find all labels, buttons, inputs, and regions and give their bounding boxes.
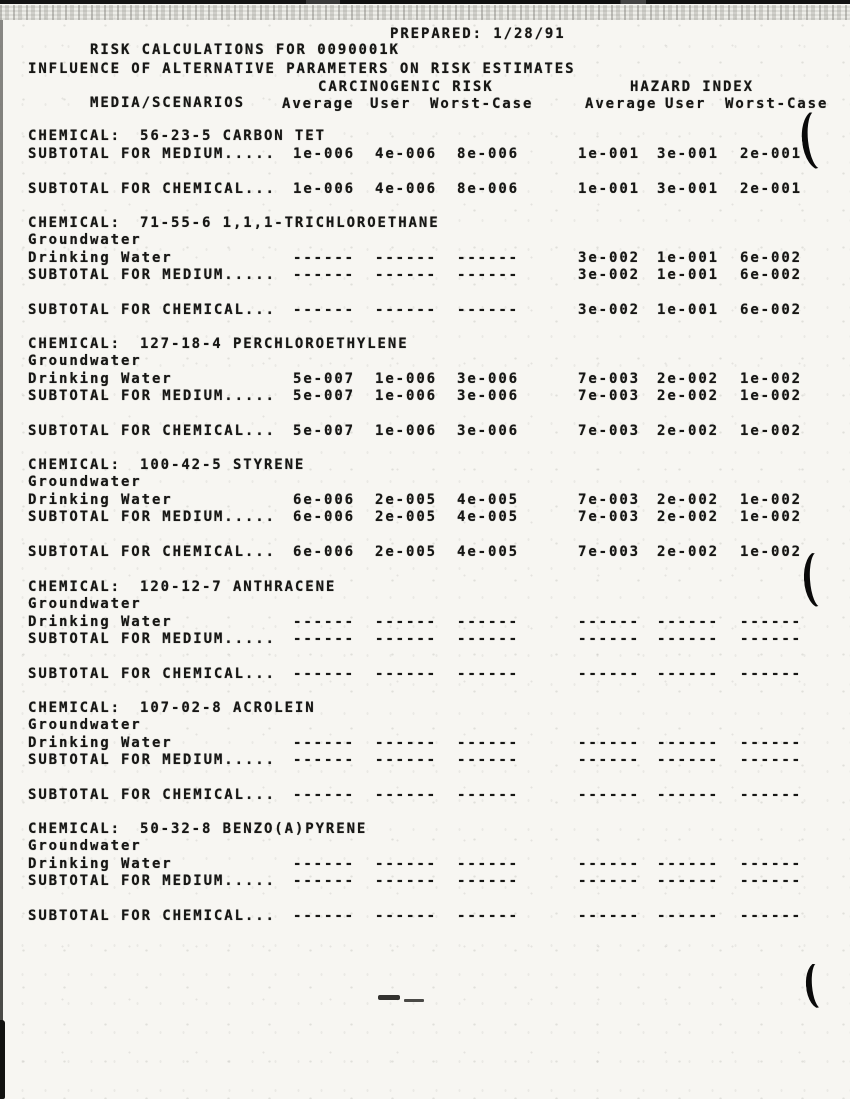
value-cell: ------ (457, 631, 519, 647)
value-cell: ------ (293, 787, 355, 803)
chemical-prefix: CHEMICAL: (28, 336, 121, 352)
value-cell: ------ (457, 752, 519, 768)
value-cell: ------ (740, 752, 802, 768)
report-title: INFLUENCE OF ALTERNATIVE PARAMETERS ON RISK ESTIMATES (28, 61, 576, 77)
value-cell: 3e-001 (657, 181, 719, 197)
value-cell: 8e-006 (457, 146, 519, 162)
column-group-media-scenarios: MEDIA/SCENARIOS (89, 95, 245, 111)
column-group-carcinogenic-risk: CARCINOGENIC RISK (318, 79, 494, 95)
value-cell: 1e-002 (740, 371, 802, 387)
chemical-header-row (28, 215, 440, 232)
value-cell: ------ (657, 631, 719, 647)
value-cell: 5e-007 (293, 388, 355, 404)
data-row (28, 873, 802, 890)
medium-row (28, 353, 142, 370)
value-cell: 4e-005 (457, 492, 519, 508)
data-row (28, 735, 802, 752)
value-cell: ------ (657, 873, 719, 889)
data-row (28, 371, 802, 388)
value-cell: ------ (375, 614, 437, 630)
chemical-name: 71-55-6 1,1,1-TRICHLOROETHANE (140, 215, 440, 231)
chemical-name: 50-32-8 BENZO(A)PYRENE (140, 821, 368, 837)
data-row (28, 544, 802, 561)
value-cell: ------ (457, 908, 519, 924)
value-cell: ------ (657, 666, 719, 682)
value-cell: ------ (657, 735, 719, 751)
row-label: SUBTOTAL FOR CHEMICAL... (28, 666, 276, 682)
medium-label: Groundwater (28, 838, 142, 854)
chemical-name: 107-02-8 ACROLEIN (140, 700, 316, 716)
value-cell: 2e-002 (657, 423, 719, 439)
scan-left-edge-artifact (0, 20, 3, 1099)
chemical-prefix: CHEMICAL: (28, 579, 121, 595)
column-group-hazard-index: HAZARD INDEX (630, 79, 754, 95)
value-cell: 7e-003 (578, 423, 640, 439)
value-cell: ------ (578, 908, 640, 924)
column-subheader-hi-average: Average (585, 96, 658, 112)
value-cell: 3e-001 (657, 146, 719, 162)
value-cell: ------ (657, 614, 719, 630)
data-row (28, 250, 802, 267)
value-cell: 1e-002 (740, 544, 802, 560)
data-row (28, 181, 802, 198)
column-subheader-cr-average: Average (282, 96, 355, 112)
value-cell: 7e-003 (578, 371, 640, 387)
chemical-prefix: CHEMICAL: (28, 700, 121, 716)
value-cell: 3e-006 (457, 371, 519, 387)
chemical-name: 100-42-5 STYRENE (140, 457, 306, 473)
value-cell: ------ (740, 873, 802, 889)
row-label: SUBTOTAL FOR MEDIUM..... (28, 631, 276, 647)
data-row (28, 856, 802, 873)
row-label: Drinking Water (28, 492, 173, 508)
data-row (28, 614, 802, 631)
value-cell: 1e-001 (657, 250, 719, 266)
value-cell: 1e-001 (657, 302, 719, 318)
row-label: SUBTOTAL FOR CHEMICAL... (28, 181, 276, 197)
value-cell: 7e-003 (578, 544, 640, 560)
value-cell: ------ (375, 250, 437, 266)
medium-row (28, 474, 142, 491)
value-cell: 2e-001 (740, 146, 802, 162)
row-label: SUBTOTAL FOR MEDIUM..... (28, 873, 276, 889)
scan-left-corner-artifact (0, 1020, 5, 1099)
chemical-header-row (28, 700, 316, 717)
medium-label: Groundwater (28, 474, 142, 490)
value-cell: ------ (457, 250, 519, 266)
value-cell: ------ (375, 787, 437, 803)
value-cell: 6e-002 (740, 250, 802, 266)
value-cell: ------ (578, 752, 640, 768)
chemical-header-row (28, 128, 326, 145)
value-cell: ------ (293, 752, 355, 768)
report-header-line (28, 26, 566, 58)
value-cell: 3e-006 (457, 423, 519, 439)
value-cell: ------ (375, 631, 437, 647)
value-cell: ------ (578, 735, 640, 751)
value-cell: ------ (293, 302, 355, 318)
value-cell: 3e-002 (578, 302, 640, 318)
row-label: SUBTOTAL FOR CHEMICAL... (28, 302, 276, 318)
value-cell: ------ (457, 267, 519, 283)
data-row (28, 752, 802, 769)
value-cell: ------ (457, 873, 519, 889)
value-cell: ------ (293, 735, 355, 751)
value-cell: 4e-005 (457, 544, 519, 560)
chemical-prefix: CHEMICAL: (28, 457, 121, 473)
medium-label: Groundwater (28, 232, 142, 248)
data-row (28, 509, 802, 526)
value-cell: 4e-006 (375, 181, 437, 197)
row-label: Drinking Water (28, 735, 173, 751)
row-label: SUBTOTAL FOR MEDIUM..... (28, 388, 276, 404)
medium-label: Groundwater (28, 353, 142, 369)
value-cell: 1e-002 (740, 388, 802, 404)
value-cell: ------ (457, 787, 519, 803)
medium-label: Groundwater (28, 717, 142, 733)
value-cell: 4e-006 (375, 146, 437, 162)
value-cell: ------ (293, 631, 355, 647)
value-cell: ------ (740, 856, 802, 872)
column-subheader-cr-user: User (370, 96, 412, 112)
row-label: SUBTOTAL FOR MEDIUM..... (28, 509, 276, 525)
value-cell: 2e-005 (375, 492, 437, 508)
value-cell: ------ (293, 267, 355, 283)
value-cell: ------ (657, 856, 719, 872)
value-cell: ------ (457, 614, 519, 630)
value-cell: ------ (293, 666, 355, 682)
value-cell: ------ (375, 856, 437, 872)
data-row (28, 146, 802, 163)
value-cell: ------ (578, 614, 640, 630)
value-cell: ------ (578, 787, 640, 803)
value-cell: 5e-007 (293, 423, 355, 439)
data-row (28, 302, 802, 319)
chemical-prefix: CHEMICAL: (28, 215, 121, 231)
value-cell: ------ (740, 735, 802, 751)
value-cell: 1e-006 (293, 181, 355, 197)
row-label: SUBTOTAL FOR MEDIUM..... (28, 146, 276, 162)
value-cell: ------ (578, 873, 640, 889)
row-label: Drinking Water (28, 250, 173, 266)
value-cell: ------ (457, 735, 519, 751)
chemical-header-row (28, 579, 337, 596)
value-cell: 1e-002 (740, 492, 802, 508)
report-content (28, 22, 828, 1062)
value-cell: 6e-002 (740, 302, 802, 318)
value-cell: 2e-002 (657, 509, 719, 525)
chemical-name: 56-23-5 CARBON TET (140, 128, 326, 144)
chemical-header-row (28, 336, 409, 353)
value-cell: ------ (740, 908, 802, 924)
chemical-prefix: CHEMICAL: (28, 821, 121, 837)
value-cell: ------ (457, 666, 519, 682)
value-cell: 1e-006 (375, 371, 437, 387)
value-cell: 1e-006 (293, 146, 355, 162)
value-cell: 6e-006 (293, 509, 355, 525)
scan-noise-band-artifact (0, 5, 850, 20)
column-subheader-cr-worst-case: Worst-Case (430, 96, 534, 112)
row-label: Drinking Water (28, 614, 173, 630)
value-cell: ------ (293, 908, 355, 924)
data-row (28, 908, 802, 925)
value-cell: 2e-002 (657, 388, 719, 404)
chemical-name: 127-18-4 PERCHLOROETHYLENE (140, 336, 409, 352)
value-cell: 1e-002 (740, 423, 802, 439)
medium-label: Groundwater (28, 596, 142, 612)
data-row (28, 666, 802, 683)
value-cell: 7e-003 (578, 388, 640, 404)
value-cell: ------ (457, 856, 519, 872)
value-cell: ------ (740, 631, 802, 647)
medium-row (28, 717, 142, 734)
value-cell: ------ (578, 666, 640, 682)
value-cell: 6e-006 (293, 492, 355, 508)
value-cell: ------ (375, 267, 437, 283)
chemical-header-row (28, 821, 368, 838)
row-label: SUBTOTAL FOR CHEMICAL... (28, 908, 276, 924)
value-cell: 6e-006 (293, 544, 355, 560)
value-cell: 1e-002 (740, 509, 802, 525)
value-cell: ------ (375, 735, 437, 751)
value-cell: ------ (657, 752, 719, 768)
value-cell: ------ (657, 787, 719, 803)
data-row (28, 787, 802, 804)
value-cell: 4e-005 (457, 509, 519, 525)
value-cell: ------ (375, 666, 437, 682)
prepared-date: PREPARED: 1/28/91 (390, 26, 566, 42)
value-cell: 8e-006 (457, 181, 519, 197)
value-cell: 1e-001 (578, 181, 640, 197)
value-cell: ------ (578, 856, 640, 872)
column-subheader-hi-user: User (665, 96, 707, 112)
medium-row (28, 838, 142, 855)
page-title: RISK CALCULATIONS FOR 0090001K (89, 42, 400, 58)
value-cell: ------ (578, 631, 640, 647)
value-cell: ------ (657, 908, 719, 924)
row-label: Drinking Water (28, 371, 173, 387)
value-cell: 5e-007 (293, 371, 355, 387)
medium-row (28, 596, 142, 613)
chemical-prefix: CHEMICAL: (28, 128, 121, 144)
value-cell: 1e-006 (375, 388, 437, 404)
row-label: SUBTOTAL FOR MEDIUM..... (28, 752, 276, 768)
value-cell: 2e-001 (740, 181, 802, 197)
value-cell: 1e-001 (578, 146, 640, 162)
chemical-header-row (28, 457, 306, 474)
row-label: SUBTOTAL FOR CHEMICAL... (28, 423, 276, 439)
value-cell: 3e-002 (578, 250, 640, 266)
value-cell: ------ (375, 752, 437, 768)
medium-row (28, 232, 142, 249)
data-row (28, 267, 802, 284)
column-subheader-hi-worst-case: Worst-Case (725, 96, 829, 112)
value-cell: ------ (740, 666, 802, 682)
value-cell: 3e-002 (578, 267, 640, 283)
value-cell: 1e-001 (657, 267, 719, 283)
scan-top-edge-artifact (0, 0, 850, 4)
value-cell: 6e-002 (740, 267, 802, 283)
row-label: Drinking Water (28, 856, 173, 872)
value-cell: ------ (740, 614, 802, 630)
row-label: SUBTOTAL FOR MEDIUM..... (28, 267, 276, 283)
data-row (28, 423, 802, 440)
value-cell: 2e-002 (657, 544, 719, 560)
value-cell: 2e-002 (657, 371, 719, 387)
value-cell: 7e-003 (578, 492, 640, 508)
value-cell: 2e-002 (657, 492, 719, 508)
value-cell: ------ (293, 614, 355, 630)
value-cell: ------ (375, 908, 437, 924)
value-cell: ------ (740, 787, 802, 803)
value-cell: ------ (293, 250, 355, 266)
value-cell: 3e-006 (457, 388, 519, 404)
data-row (28, 631, 802, 648)
value-cell: ------ (375, 302, 437, 318)
value-cell: ------ (375, 873, 437, 889)
row-label: SUBTOTAL FOR CHEMICAL... (28, 544, 276, 560)
value-cell: 1e-006 (375, 423, 437, 439)
data-row (28, 388, 802, 405)
value-cell: 2e-005 (375, 544, 437, 560)
value-cell: ------ (293, 873, 355, 889)
data-row (28, 492, 802, 509)
value-cell: 7e-003 (578, 509, 640, 525)
chemical-name: 120-12-7 ANTHRACENE (140, 579, 337, 595)
value-cell: ------ (293, 856, 355, 872)
row-label: SUBTOTAL FOR CHEMICAL... (28, 787, 276, 803)
value-cell: ------ (457, 302, 519, 318)
value-cell: 2e-005 (375, 509, 437, 525)
